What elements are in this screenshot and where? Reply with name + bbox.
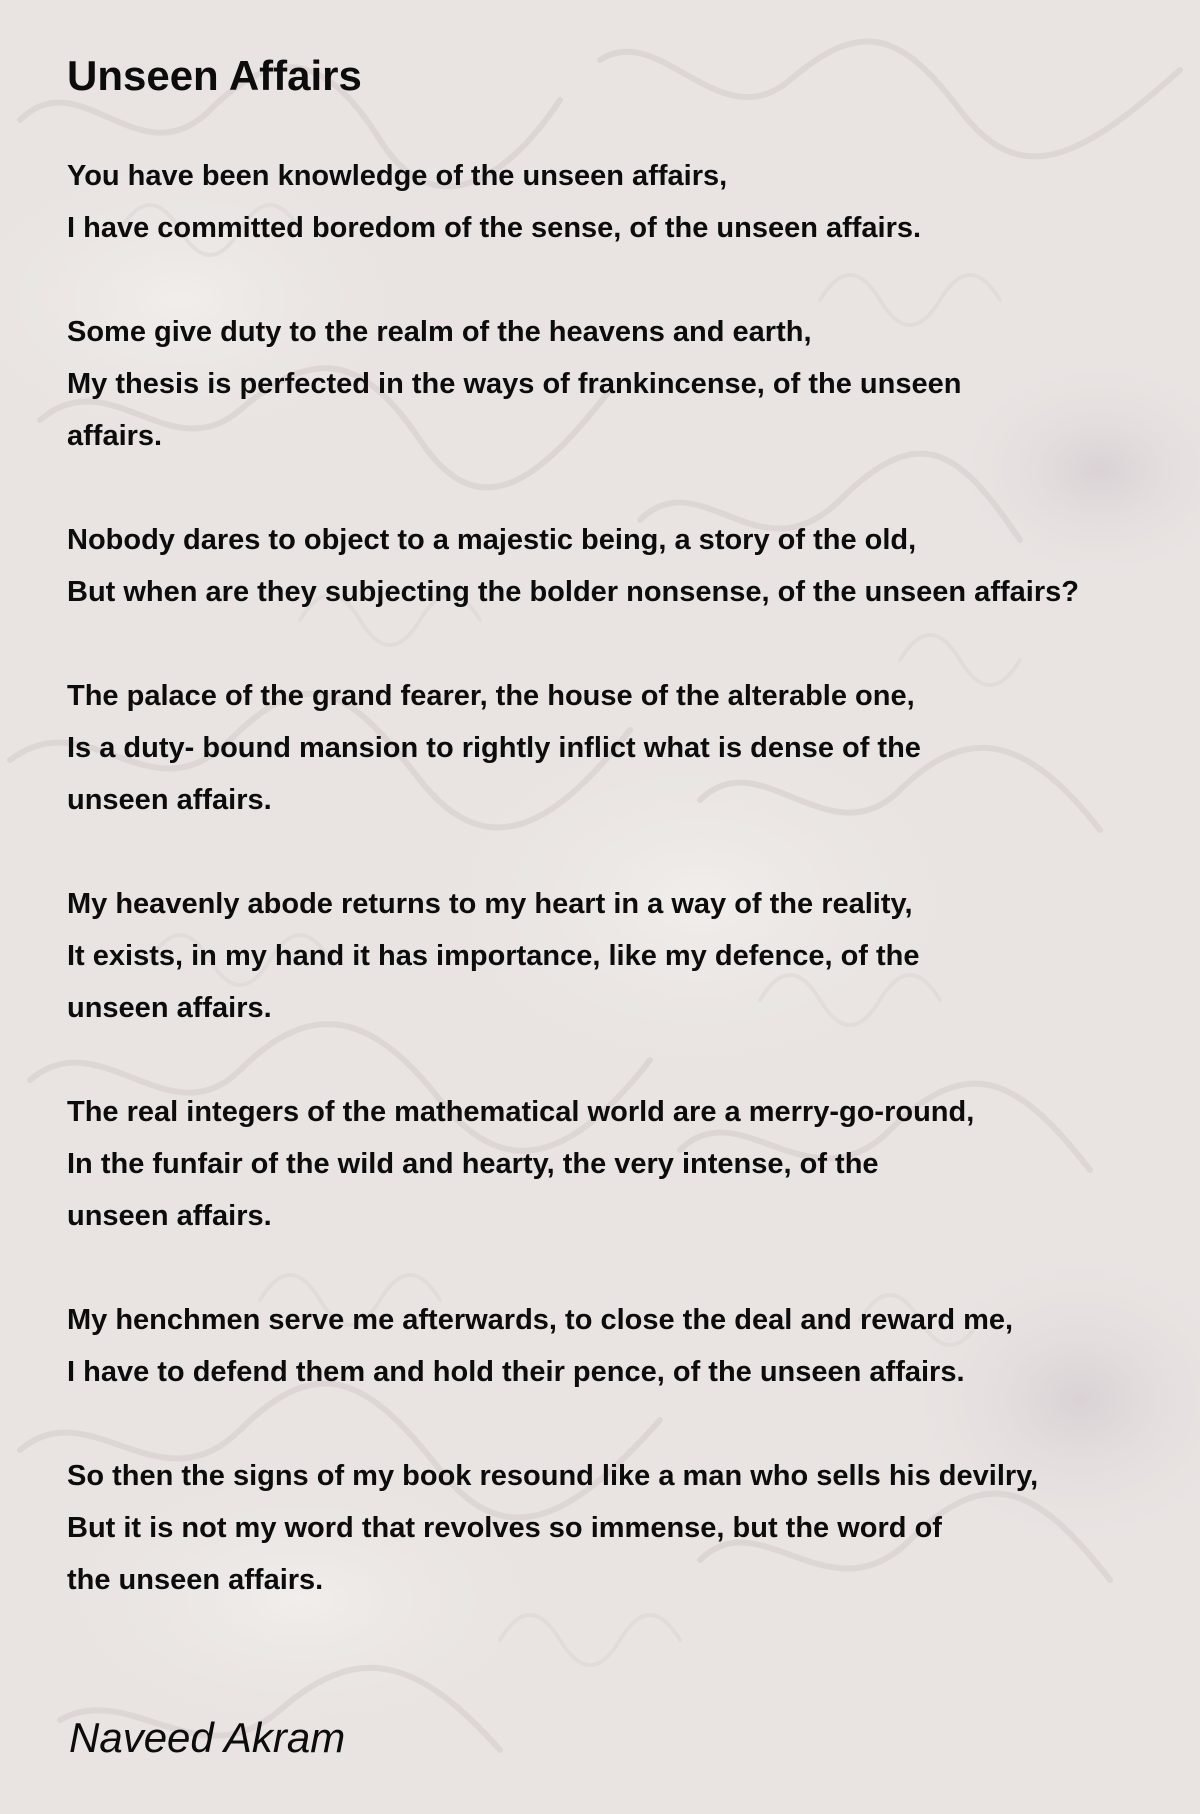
poem-line: unseen affairs. — [67, 1200, 272, 1232]
poem-line: The real integers of the mathematical world are a merry-go-round, — [67, 1096, 975, 1128]
poem-line: Some give duty to the realm of the heavens and earth, — [67, 316, 812, 348]
stanza-5 — [67, 878, 1200, 1034]
poem-line: unseen affairs. — [67, 784, 272, 816]
stanza-8 — [67, 1450, 1200, 1606]
poem-line: I have committed boredom of the sense, of the unseen affairs. — [67, 212, 922, 244]
poem-line: unseen affairs. — [67, 992, 272, 1024]
stanza-2 — [67, 306, 1200, 462]
stanza-7 — [67, 1294, 1200, 1398]
stanza-4 — [67, 670, 1200, 826]
stanza-6 — [67, 1086, 1200, 1242]
poem-body — [67, 150, 1200, 1658]
poem-line: My thesis is perfected in the ways of frankincense, of the unseen — [67, 368, 962, 400]
poem-line: I have to defend them and hold their pence, of the unseen affairs. — [67, 1356, 965, 1388]
stanza-1 — [67, 150, 1200, 254]
poem-line: So then the signs of my book resound like a man who sells his devilry, — [67, 1460, 1039, 1492]
poem-line: Nobody dares to object to a majestic being, a story of the old, — [67, 524, 917, 556]
poem-line: The palace of the grand fearer, the house of the alterable one, — [67, 680, 915, 712]
poem-line: You have been knowledge of the unseen affairs, — [67, 160, 728, 192]
poem-line: My heavenly abode returns to my heart in a way of the reality, — [67, 888, 913, 920]
poem-line: It exists, in my hand it has importance, like my defence, of the — [67, 940, 920, 972]
stanza-3 — [67, 514, 1200, 618]
poem-line: the unseen affairs. — [67, 1564, 324, 1596]
poem-line: Is a duty- bound mansion to rightly inflict what is dense of the — [67, 732, 921, 764]
poem-line: My henchmen serve me afterwards, to close the deal and reward me, — [67, 1304, 1014, 1336]
poem-line: But when are they subjecting the bolder nonsense, of the unseen affairs? — [67, 576, 1079, 608]
poem-author: Naveed Akram — [69, 1714, 346, 1761]
poem-line: But it is not my word that revolves so immense, but the word of — [67, 1512, 942, 1544]
poem-title: Unseen Affairs — [67, 52, 362, 99]
poem-line: In the funfair of the wild and hearty, the very intense, of the — [67, 1148, 879, 1180]
poem-line: affairs. — [67, 420, 163, 452]
